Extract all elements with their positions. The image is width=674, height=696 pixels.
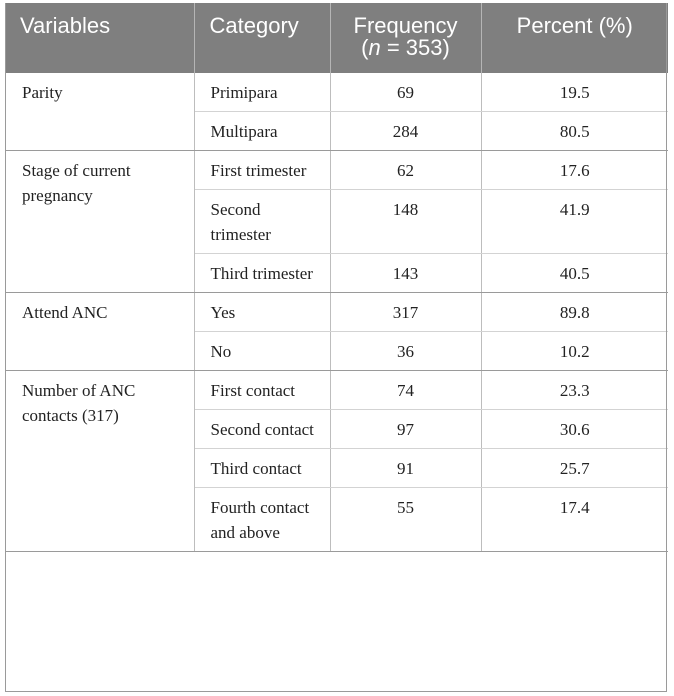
header-frequency-paren: (	[361, 35, 369, 60]
header-variables: Variables	[5, 3, 194, 73]
header-frequency-count: = 353)	[380, 35, 450, 60]
variable-cell: Parity	[5, 73, 194, 151]
frequency-cell: 36	[330, 332, 481, 371]
frequency-cell: 317	[330, 293, 481, 332]
category-cell: No	[194, 332, 330, 371]
percent-cell: 25.7	[481, 449, 668, 488]
percent-cell: 19.5	[481, 73, 668, 112]
category-cell: Third contact	[194, 449, 330, 488]
frequency-cell: 69	[330, 73, 481, 112]
table-row	[5, 151, 668, 190]
frequency-cell: 148	[330, 190, 481, 254]
percent-cell: 23.3	[481, 371, 668, 410]
percent-cell: 10.2	[481, 332, 668, 371]
header-row	[5, 3, 668, 73]
variable-cell: Attend ANC	[5, 293, 194, 371]
header-category: Category	[194, 3, 330, 73]
table-header	[5, 3, 668, 73]
table-row	[5, 293, 668, 332]
percent-cell: 17.6	[481, 151, 668, 190]
header-frequency	[330, 3, 481, 73]
category-cell: Multipara	[194, 112, 330, 151]
category-cell: Second contact	[194, 410, 330, 449]
header-percent: Percent (%)	[481, 3, 668, 73]
category-cell: Fourth contact and above	[194, 488, 330, 552]
variable-cell: Stage of current pregnancy	[5, 151, 194, 293]
table-row	[5, 73, 668, 112]
category-cell: Third trimester	[194, 254, 330, 293]
category-cell: Yes	[194, 293, 330, 332]
percent-cell: 89.8	[481, 293, 668, 332]
frequency-cell: 62	[330, 151, 481, 190]
frequency-cell: 143	[330, 254, 481, 293]
percent-cell: 41.9	[481, 190, 668, 254]
header-frequency-n: n	[368, 35, 381, 60]
header-frequency-label: Frequency	[353, 13, 458, 38]
table-row	[5, 371, 668, 410]
percent-cell: 17.4	[481, 488, 668, 552]
frequency-cell: 91	[330, 449, 481, 488]
percent-cell: 40.5	[481, 254, 668, 293]
percent-cell: 30.6	[481, 410, 668, 449]
data-table	[5, 3, 668, 552]
category-cell: First contact	[194, 371, 330, 410]
variable-cell: Number of ANC contacts (317)	[5, 371, 194, 552]
category-cell: Second trimester	[194, 190, 330, 254]
table-body	[5, 73, 668, 552]
category-cell: Primipara	[194, 73, 330, 112]
percent-cell: 80.5	[481, 112, 668, 151]
frequency-cell: 55	[330, 488, 481, 552]
frequency-cell: 284	[330, 112, 481, 151]
frequency-cell: 74	[330, 371, 481, 410]
category-cell: First trimester	[194, 151, 330, 190]
frequency-cell: 97	[330, 410, 481, 449]
